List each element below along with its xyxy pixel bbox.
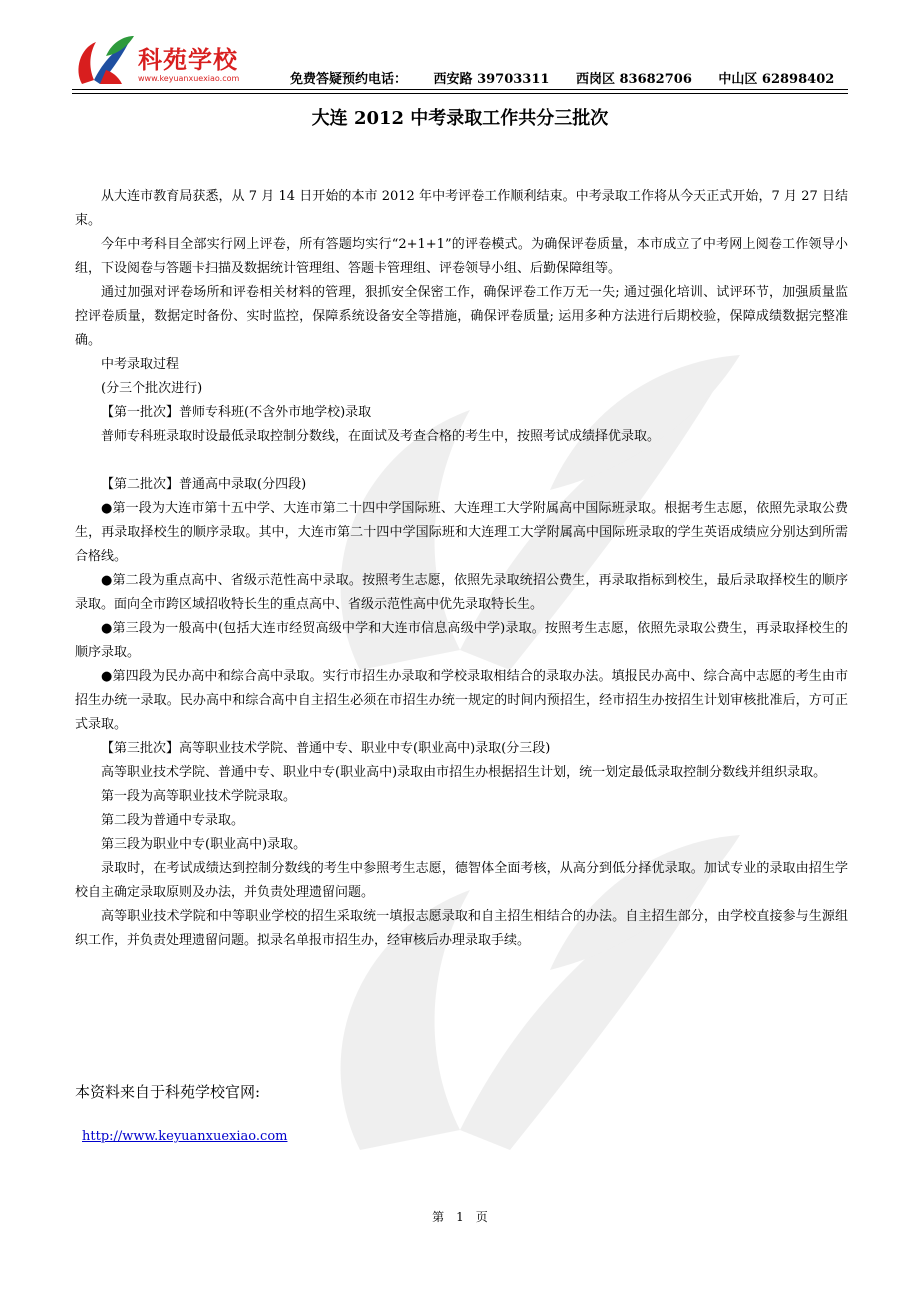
- school-logo: [72, 34, 262, 90]
- paragraph: 普师专科班录取时设最低录取控制分数线，在面试及考查合格的考生中，按照考试成绩择优录取。: [101, 429, 661, 444]
- paragraph: 第二段为普通中专录取。: [101, 813, 245, 828]
- page-header: [72, 34, 850, 92]
- logo-name: 科苑学校: [138, 46, 238, 74]
- paragraph: 第一段为高等职业技术学院录取。: [101, 789, 297, 804]
- paragraph: 从大连市教育局获悉，从 7 月 14 日开始的本市 2012 年中考评卷工作顺利结束。中考录取工作将从今天正式开始，7 月 27 日结束。: [75, 189, 848, 228]
- logo-mark-icon: [72, 34, 136, 90]
- list-item: ●第一段为大连市第十五中学、大连市第二十四中学国际班、大连理工大学附属高中国际班录取。根据考生志愿，依照先录取公费生，再录取择校生的顺序录取。其中，大连市第二十四中学国际班和大连理工大学附属高中国际班录取的学生英语成绩应分别达到所需合格线。: [75, 501, 848, 564]
- batch-heading-3: 【第三批次】高等职业技术学院、普通中专、职业中专(职业高中)录取(分三段): [101, 741, 551, 756]
- header-divider-thin: [72, 93, 848, 94]
- paragraph: 通过加强对评卷场所和评卷相关材料的管理，狠抓安全保密工作，确保评卷工作万无一失; 通过强化培训、试评环节，加强质量监控评卷质量，数据定时备份、实时监控，保障系统设备安全等措施，确保评卷质量; 运用多种方法进行后期校验，保障成绩数据完整准确。: [75, 285, 848, 348]
- header-phone-line: [290, 68, 834, 87]
- list-item: ●第二段为重点高中、省级示范性高中录取。按照考生志愿，依照先录取统招公费生，再录取指标到校生，最后录取择校生的顺序录取。面向全市跨区域招收特长生的重点高中、省级示范性高中优先录取特长生。: [75, 573, 848, 612]
- phone-xigang: 西岗区 83682706: [575, 72, 692, 87]
- phone-zhongshan: 中山区 62898402: [718, 72, 835, 87]
- batch-heading-2: 【第二批次】普通高中录取(分四段): [101, 477, 307, 492]
- article-body: [75, 185, 848, 953]
- paragraph: 今年中考科目全部实行网上评卷，所有答题均实行“2+1+1”的评卷模式。为确保评卷质量，本市成立了中考网上阅卷工作领导小组，下设阅卷与答题卡扫描及数据统计管理组、答题卡管理组、评卷领导小组、后勤保障组等。: [75, 237, 848, 276]
- section-heading: 中考录取过程: [101, 357, 180, 372]
- paragraph: 录取时，在考试成绩达到控制分数线的考生中参照考生志愿，德智体全面考核，从高分到低分择优录取。加试专业的录取由招生学校自主确定录取原则及办法，并负责处理遗留问题。: [75, 861, 848, 900]
- phone-xianlu: 西安路 39703311: [433, 72, 550, 87]
- batch-heading-1: 【第一批次】普师专科班(不含外市地学校)录取: [101, 405, 372, 420]
- website-link[interactable]: http://www.keyuanxuexiao.com: [82, 1129, 288, 1144]
- source-note: 本资料来自于科苑学校官网:: [75, 1083, 261, 1101]
- list-item: ●第三段为一般高中(包括大连市经贸高级中学和大连市信息高级中学)录取。按照考生志愿，依照先录取公费生，再录取择校生的顺序录取。: [75, 621, 848, 660]
- page-number: 第 1 页: [432, 1210, 488, 1224]
- list-item: ●第四段为民办高中和综合高中录取。实行市招生办录取和学校录取相结合的录取办法。填报民办高中、综合高中志愿的考生由市招生办统一录取。民办高中和综合高中自主招生必须在市招生办统一规定的时间内预招生，经市招生办按招生计划审核批准后，方可正式录取。: [75, 669, 848, 732]
- logo-url: www.keyuanxuexiao.com: [138, 74, 240, 83]
- phone-label: 免费答疑预约电话：: [290, 72, 408, 87]
- page-title: 大连 2012 中考录取工作共分三批次: [311, 108, 609, 129]
- section-subheading: (分三个批次进行): [101, 381, 203, 396]
- paragraph: 高等职业技术学院和中等职业学校的招生采取统一填报志愿录取和自主招生相结合的办法。自主招生部分，由学校直接参与生源组织工作，并负责处理遗留问题。拟录名单报市招生办，经审核后办理录取手续。: [75, 909, 848, 948]
- paragraph: 高等职业技术学院、普通中专、职业中专(职业高中)录取由市招生办根据招生计划，统一划定最低录取控制分数线并组织录取。: [101, 765, 827, 780]
- paragraph: 第三段为职业中专(职业高中)录取。: [101, 837, 307, 852]
- header-divider: [72, 89, 848, 90]
